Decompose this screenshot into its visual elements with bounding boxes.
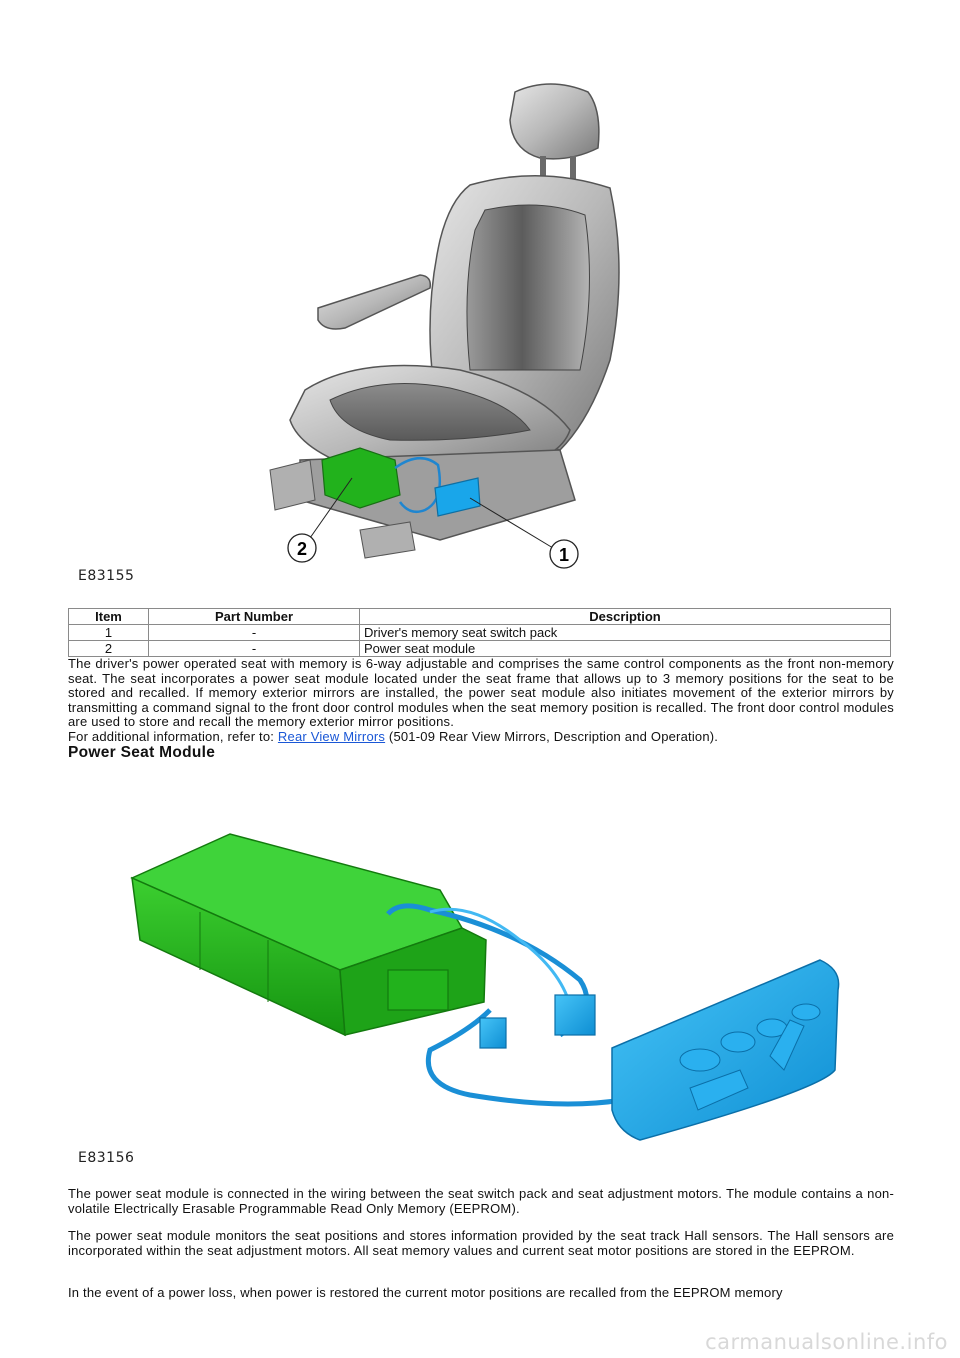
table-row [69,641,891,657]
figure-code: E83155 [78,568,135,584]
callout-2-label: 2 [296,539,308,559]
section-heading: Power Seat Module [68,744,216,761]
reference-suffix: (501-09 Rear View Mirrors, Description and Operation). [385,728,719,744]
rear-view-mirrors-link[interactable]: Rear View Mirrors [277,728,386,744]
table-header-row [69,609,891,625]
column-header: Part Number [149,609,360,625]
part-number-cell: - [149,625,360,641]
watermark: carmanualsonline.info [705,1330,948,1354]
module-drawing [0,820,960,1150]
paragraph-monitoring: The power seat module monitors the seat positions and stores information provided by the seat track Hall sensors. The Hall sensors are incorporated within the seat adjustment motors. All seat memory values and current seat motor positions are stored in the EEPROM. [68,1228,894,1258]
item-cell: 2 [69,641,149,657]
intro-text: The driver's power operated seat with memory is 6-way adjustable and comprises the same control components as the front non-memory seat. The seat incorporates a power seat module located under the seat frame that allows up to 3 memory positions for the seat to be stored and recalled. If memory exterior mirrors are installed, the power seat module also initiates movement of the exterior mirrors by transmitting a command signal to the front door control modules when the seat memory position is recalled. The front door control modules are used to store and recall the memory exterior mirror positions. [68,656,894,730]
seat-illustration [0,70,960,590]
callout-2 [288,534,316,562]
parts-table [68,608,891,657]
seat-drawing [0,70,960,590]
paragraph-connection: The power seat module is connected in the wiring between the seat switch pack and seat adjustment motors. The module contains a non-volatile Electrically Erasable Programmable Read Only Memory (EEPROM). [68,1186,894,1216]
description-cell: Power seat module [360,641,891,657]
item-cell: 1 [69,625,149,641]
part-number-cell: - [149,641,360,657]
paragraph-power-loss: In the event of a power loss, when power is restored the current motor positions are recalled from the EEPROM memory [68,1285,783,1300]
column-header: Item [69,609,149,625]
table-row [69,625,891,641]
column-header: Description [360,609,891,625]
module-illustration [0,820,960,1150]
callout-1 [550,540,578,568]
description-cell: Driver's memory seat switch pack [360,625,891,641]
figure-code-2: E83156 [78,1150,135,1166]
intro-paragraph [68,657,894,745]
reference-prefix: For additional information, refer to: [68,728,278,744]
callout-1-label: 1 [558,545,570,565]
